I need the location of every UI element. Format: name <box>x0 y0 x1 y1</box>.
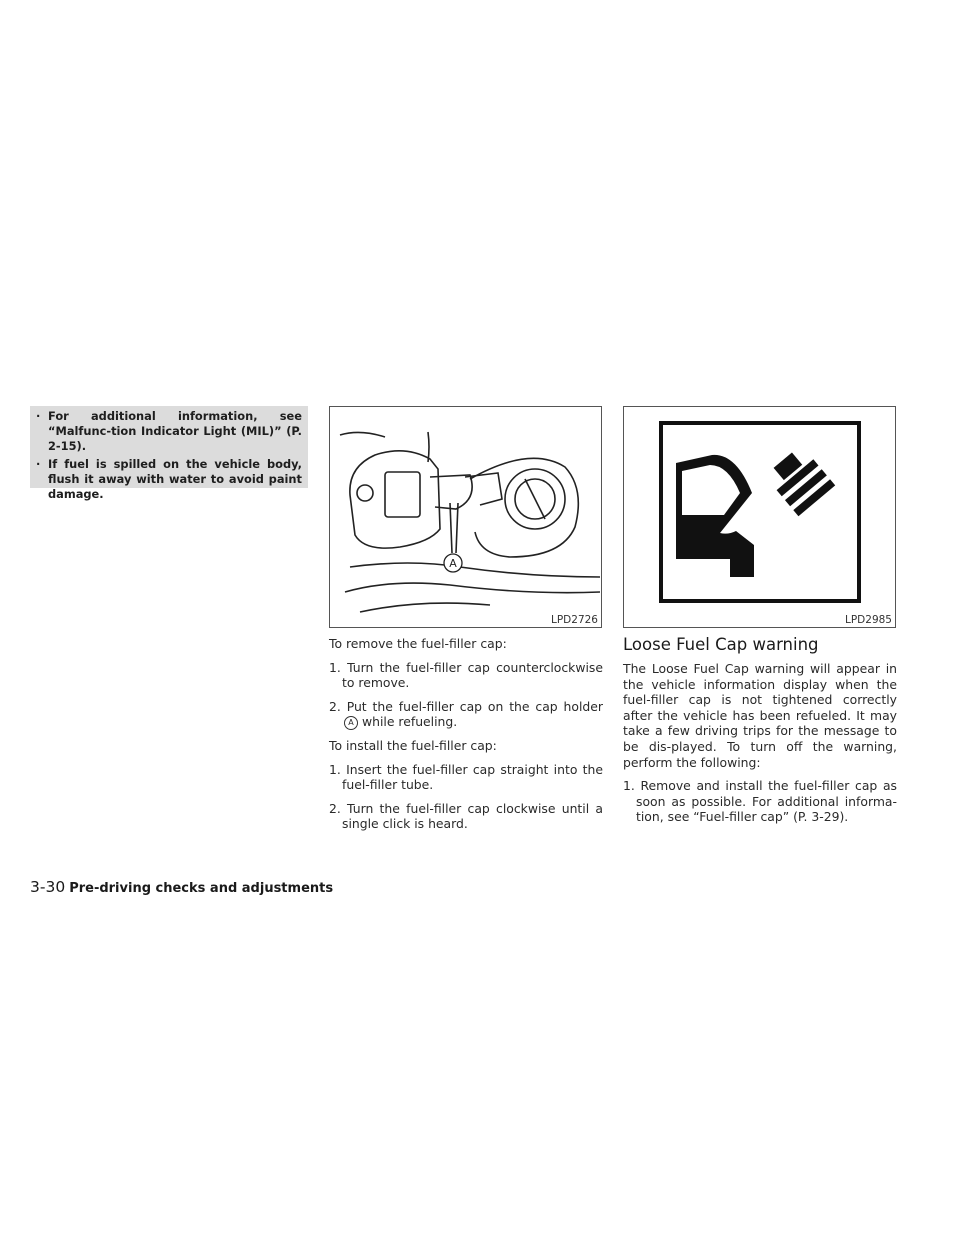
callout-a-icon: A <box>344 716 358 730</box>
loose-cap-steps <box>623 778 897 825</box>
callout-a-label: A <box>449 557 457 570</box>
loose-fuel-cap-icon <box>624 407 896 628</box>
warning-box <box>30 406 308 501</box>
warning-item-spill: · If fuel is spilled on the vehicle body, flush it away with water to avoid paint damage. <box>36 457 302 502</box>
loose-cap-section <box>623 636 897 833</box>
fuel-cap-instructions <box>329 636 603 840</box>
install-step-1: 1. Insert the fuel-filler cap straight into the fuel-filler tube. <box>329 761 603 793</box>
remove-steps <box>329 660 603 730</box>
remove-step-2-end: while refueling. <box>361 714 458 730</box>
fuel-door-drawing <box>330 407 602 628</box>
section-title: Pre-driving checks and adjustments <box>69 881 334 896</box>
warning-item-mil: · For additional information, see “Malfunc-tion Indicator Light (MIL)” (P. 2-15). <box>36 409 302 454</box>
loose-cap-body: The Loose Fuel Cap warning will appear in the vehicle information display when the fuel-filler cap is not tightened correctly after the vehicle has been refueled. It may take a few driving trips for the message to be dis-played. To turn off the warning, perform the following: <box>623 661 897 770</box>
loose-cap-icon-illustration <box>623 406 896 628</box>
figure-code: LPD2726 <box>551 614 598 626</box>
remove-step-2 <box>329 699 603 730</box>
page-number: 3-30 <box>30 878 66 896</box>
install-step-2: 2. Turn the fuel-filler cap clockwise until a single click is heard. <box>329 800 603 832</box>
install-intro: To install the fuel-filler cap: <box>329 737 497 753</box>
loose-cap-step-1: 1. Remove and install the fuel-filler cap as soon as possible. For additional informa-tion, see “Fuel-filler cap” (P. 3-29). <box>623 778 897 825</box>
install-steps <box>329 762 603 832</box>
remove-intro: To remove the fuel-filler cap: <box>329 636 507 651</box>
remove-step-1: 1. Turn the fuel-filler cap counterclockwise to remove. <box>329 659 603 691</box>
page-footer <box>30 878 333 896</box>
fuel-filler-cap-illustration <box>329 406 602 628</box>
figure-code: LPD2985 <box>845 614 892 626</box>
loose-cap-heading: Loose Fuel Cap warning <box>623 635 819 654</box>
warning-list <box>36 409 302 502</box>
remove-step-2-text: 2. Put the fuel-filler cap on the cap holder <box>329 698 603 714</box>
